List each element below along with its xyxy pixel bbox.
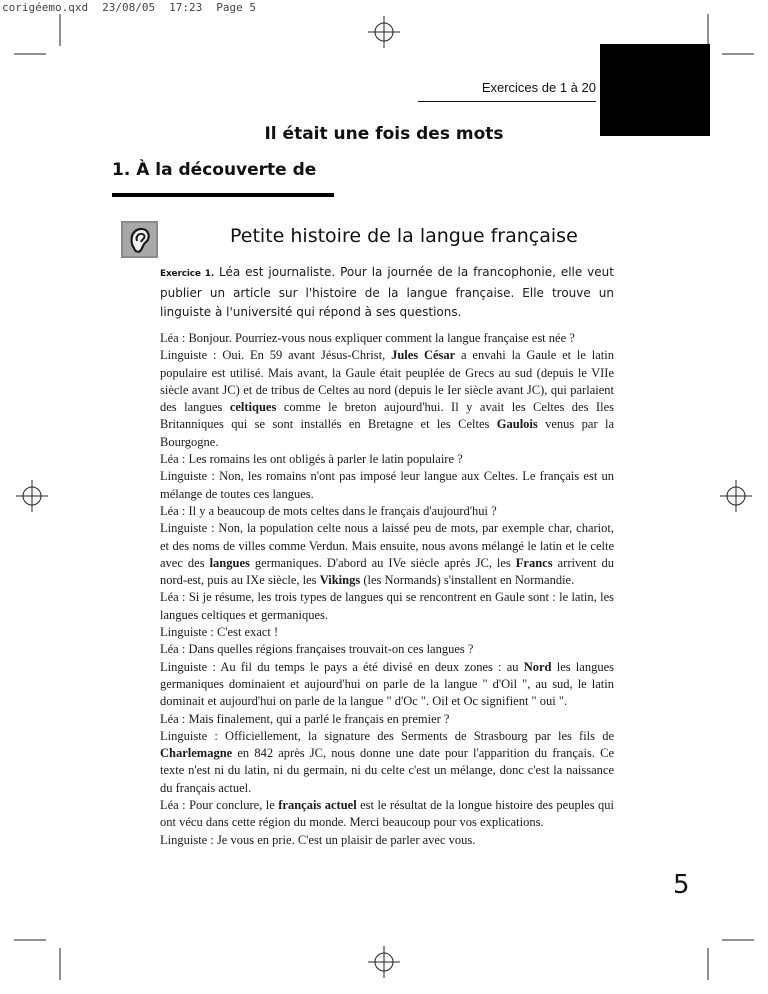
bold-term: Vikings xyxy=(319,573,361,588)
dialogue-segment: Linguiste : Je vous en prie. C'est un plaisir de parler avec vous. xyxy=(160,832,476,847)
dialogue-line xyxy=(160,711,614,728)
dialogue-segment: venus par la Bourgogne. xyxy=(160,417,614,449)
bold-term: Jules César xyxy=(391,348,456,363)
dialogue-line xyxy=(160,832,614,849)
dialogue-segment: Linguiste : Oui. En 59 avant Jésus-Christ, xyxy=(160,348,392,363)
bold-term: langues xyxy=(209,555,250,570)
dialogue-segment: Léa : Si je résume, les trois types de langues qui se rencontrent en Gaule sont : le latin, les langues celtiques et germaniques. xyxy=(160,590,614,622)
dialogue-line xyxy=(160,797,614,832)
book-title: Il était une fois des mots xyxy=(264,124,504,144)
ear-icon xyxy=(121,221,158,258)
dialogue-segment: a envahi la Gaule et le latin populaire est utilisé. Mais avant, la Gaule était peuplée de Grecs au sud (depuis le VIIe siècle avant JC) et de tribus de Celtes au nord (depuis le Ier siècle avant JC), qui parlaient des langues xyxy=(160,348,615,415)
running-header: Exercices de 1 à 20 xyxy=(481,80,596,95)
chapter-title: 1. À la découverte de xyxy=(112,160,317,180)
dialogue-line xyxy=(160,503,614,520)
dialogue-line xyxy=(160,520,614,589)
slug-time: 17:23 xyxy=(169,1,203,14)
bold-term: celtiques xyxy=(229,400,277,415)
slug-page-label: Page 5 xyxy=(216,1,256,14)
dialogue-segment: (les Normands) s'installent en Normandie. xyxy=(360,573,575,588)
slug-date: 23/08/05 xyxy=(102,1,156,14)
dialogue-segment: germaniques. D'abord au IVe siècle après JC, les xyxy=(249,555,516,570)
dialogue-segment: Léa : Dans quelles régions françaises trouvait-on ces langues ? xyxy=(160,642,474,657)
bold-term: Francs xyxy=(515,555,553,570)
dialogue-line xyxy=(160,659,614,711)
dialogue-segment: Linguiste : Non, la population celte nous a laissé peu de mots, par exemple char, chariot, et des noms de villes comme Verdun. Mais ensuite, nous avons mélangé le latin et le celte avec des xyxy=(160,521,614,570)
slug-filename: corigéemo.qxd xyxy=(2,1,89,14)
bold-term: Charlemagne xyxy=(160,746,233,761)
registration-mark-bottom xyxy=(368,946,400,978)
chapter-underline xyxy=(112,193,334,197)
registration-mark-right xyxy=(720,480,752,512)
dialogue-segment: Léa : Pour conclure, le xyxy=(160,798,279,813)
dialogue-line xyxy=(160,624,614,641)
dialogue-line xyxy=(160,451,614,468)
page-number: 5 xyxy=(673,870,690,900)
header-rule xyxy=(418,101,596,102)
dialogue-segment: Léa : Mais finalement, qui a parlé le français en premier ? xyxy=(160,711,450,726)
dialogue-line xyxy=(160,468,614,503)
section-title: Petite histoire de la langue française xyxy=(230,225,578,247)
header-black-tab xyxy=(600,44,710,136)
dialogue-line xyxy=(160,330,614,347)
dialogue-segment: est le résultat de la longue histoire des peuples qui ont vécu dans cette région du monde. Merci beaucoup pour vos explications. xyxy=(160,798,614,830)
dialogue-segment: comme le breton aujourd'hui. Il y avait les Celtes des Iles Britanniques qui se sont installés en Bretagne et les Celtes xyxy=(160,400,614,432)
bold-term: Gaulois xyxy=(496,417,538,432)
dialogue-segment: Linguiste : Officiellement, la signature des Serments de Strasbourg par les fils de xyxy=(160,728,614,743)
dialogue-segment: Léa : Il y a beaucoup de mots celtes dans le français d'aujourd'hui ? xyxy=(160,503,497,518)
registration-mark-top xyxy=(368,16,400,48)
dialogue-segment: arrivent du nord-est, puis au IXe siècle, les xyxy=(160,555,614,588)
exercise-label: Exercice 1. xyxy=(160,269,215,279)
dialogue-line xyxy=(160,589,614,624)
dialogue-line xyxy=(160,347,614,451)
dialogue-segment: Linguiste : C'est exact ! xyxy=(160,625,279,640)
dialogue-line xyxy=(160,641,614,658)
dialogue-segment: Léa : Les romains les ont obligés à parler le latin populaire ? xyxy=(160,452,463,467)
bold-term: Nord xyxy=(523,659,552,674)
registration-mark-left xyxy=(16,480,48,512)
exercise-text: Léa est journaliste. Pour la journée de la francophonie, elle veut publier un article sur l'histoire de la langue française. Elle trouve un linguiste à l'université qui répond à ses questions. xyxy=(160,265,614,319)
dialogue-segment: Linguiste : Non, les romains n'ont pas imposé leur langue aux Celtes. Le français est un mélange de toutes ces langues. xyxy=(160,469,614,501)
dialogue-text xyxy=(160,330,614,849)
dialogue-segment: Léa : Bonjour. Pourriez-vous nous expliquer comment la langue française est née ? xyxy=(160,331,575,345)
dialogue-segment: en 842 après JC, nous donne une date pour l'apparition du français. Ce texte n'est ni du latin, ni du germain, ni du celte c'est un mélange, donc c'est la naissance du français actuel. xyxy=(160,746,614,795)
dialogue-segment: les langues germaniques dominaient et aujourd'hui on parle de la langue " d'Oil ", au sud, le latin dominait et aujourd'hui on parle de la langue " d'Oc ". Oil et Oc signifient " oui ". xyxy=(160,659,614,709)
bold-term: français actuel xyxy=(278,798,357,813)
dialogue-line xyxy=(160,728,614,797)
exercise-instruction xyxy=(160,263,614,322)
dialogue-segment: Linguiste : Au fil du temps le pays a été divisé en deux zones : au xyxy=(160,659,524,674)
